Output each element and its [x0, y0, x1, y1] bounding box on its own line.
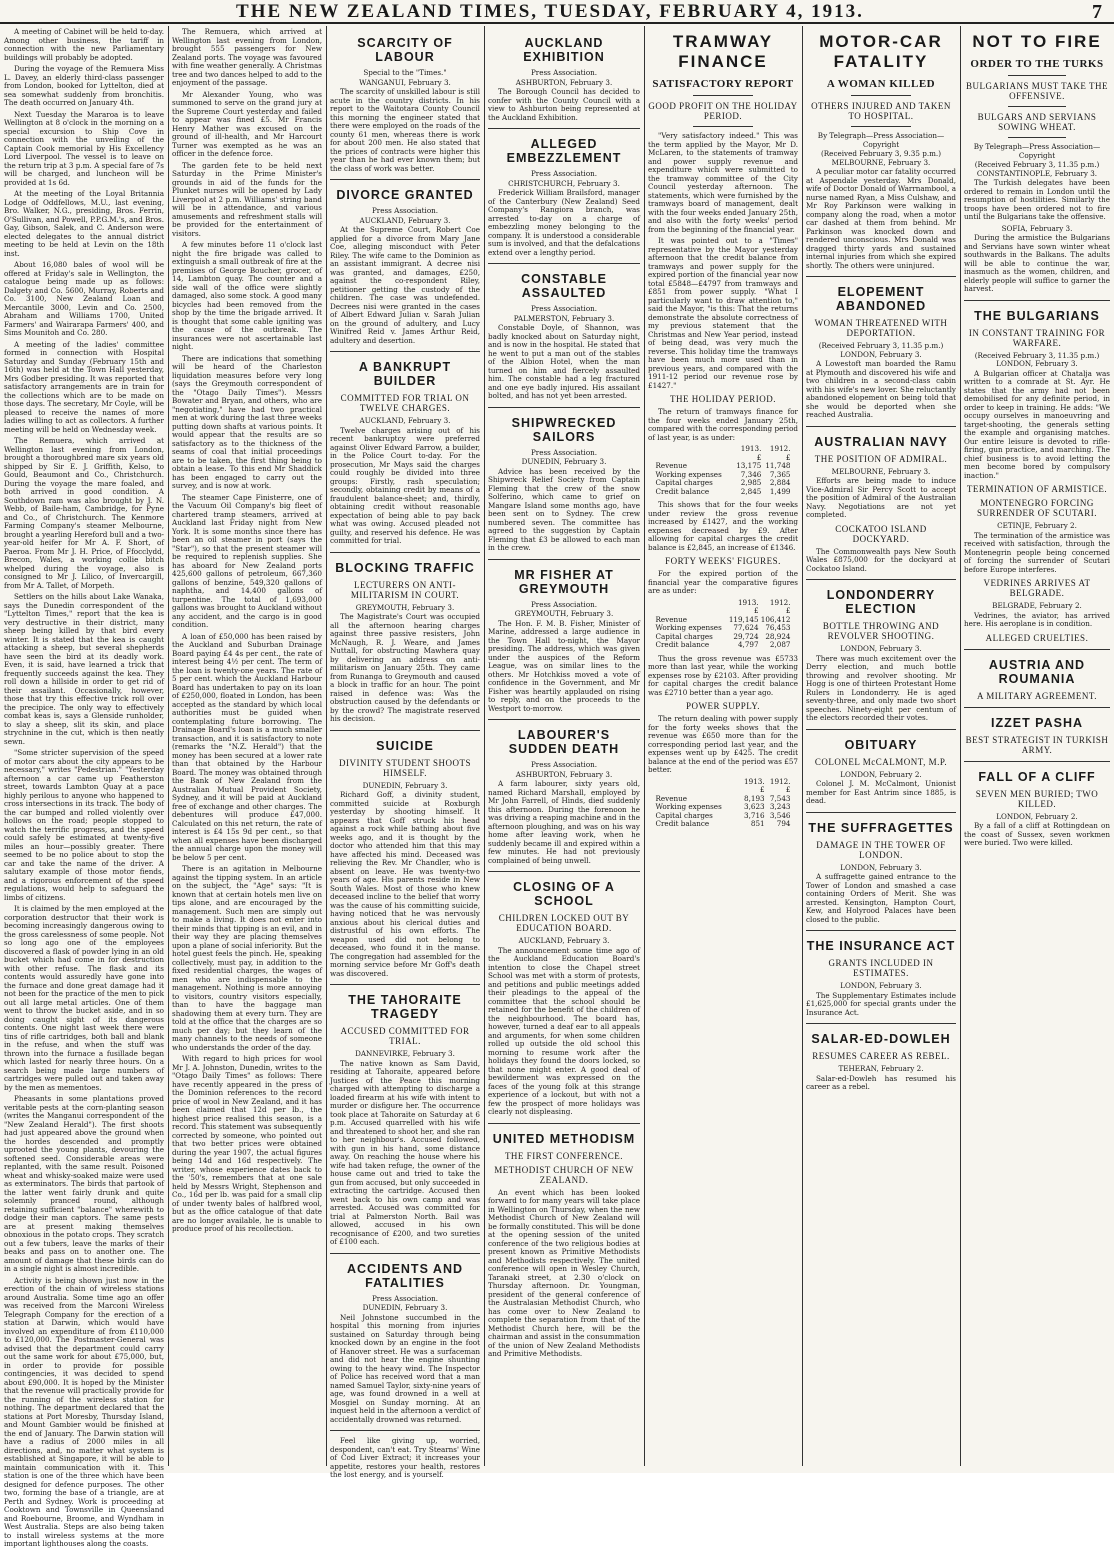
- paragraph: Settlers on the hills about Lake Wanaka, says the Dunedin correspondent of the "Lyttelton Times," report that the kea is very destructive in their district, many sheep being killed by that bird every winter. It is stated that the kea is caught attacking a sheep, but several shepherds have seen the bird at its deadly work. Even, it is said, have learned a trick that frequently succeeds against the kea. They roll down a hillside in order to get rid of their assailant. Occasionally, however, those that try this effective trick roll over the precipice. The only way to effectively combat keas is, says a Glenside runholder, to slay a sheep, slit its skin, and place strychnine in the cut, which is then neatly sewn.: [4, 592, 164, 746]
- divider: [1008, 106, 1066, 107]
- subheading: COLONEL McCALMONT, M.P.: [814, 756, 948, 767]
- table-cell: Capital charges: [655, 631, 713, 641]
- subheading: METHODIST CHURCH OF NEW ZEALAND.: [494, 1164, 634, 1185]
- article-body: Salar-ed-Dowleh has resumed his career as a rebel.: [806, 1073, 956, 1091]
- subheading: OTHERS INJURED AND TAKEN TO HOSPITAL.: [811, 101, 951, 121]
- divider: [488, 871, 640, 872]
- table-cell: 28,924: [765, 631, 791, 641]
- subheading: THE FIRST CONFERENCE.: [504, 1150, 624, 1161]
- table-cell: 2,087: [769, 640, 791, 649]
- headline-scarcity: SCARCITY OF LABOUR: [357, 36, 453, 64]
- table-cell: 106,412: [760, 614, 791, 624]
- paragraph: During the voyage of the Remuera Miss L. Davey, an elderly third-class passenger from London, booked for Lyttelton, died at sea somewhat suddenly from bronchitis. The death occurred on January 4th.: [4, 64, 164, 107]
- table-cell: 7,346: [740, 469, 762, 479]
- article-body: The Turkish delegates have been ordered to remain in London until the resumption of hostilities. Similarly the troops have been ordered not to fire until the Bulgarians take the offensive.: [964, 178, 1110, 221]
- paragraph: With regard to high prices for wool Mr J. A. Johnston, Dunedin, writes to the "Otago Daily Times" as follows: There have recently appeared in the press of the Dominion references to the record price of wool in New Zealand, and it has been claimed that 12d per lb., the highest price realised this season, is a record. This statement was subsequently corrected by someone, who pointed out that two better prices were obtained during the year 1907, the actual figures being 14d and 16d respectively. The writer, whose experience dates back to the '50's, remembers that at one sale held by Messrs Wright, Stephenson and Co., 16d per lb. was paid for a small clip of under twenty bales of halfbred wool, but as the office catalogue of that date are no longer available, he is unable to produce proof of his recollection.: [172, 1054, 322, 1233]
- article-body: The announcement some time ago of the Auckland Education Board's intention to close the Chapel street School was met with a storm of protests, and petitions and public meetings added their pleadings to the appeal of the committee that the school should be retained for the benefit of the children of the neighbourhood. The board has, however, turned a deaf ear to all appeals and arguments, for when some children rolled up outside the old school this morning to resume work after the holidays they found the doors locked, so that none might enter. A good deal of bewilderment was expressed on the faces of the young folk at this strange experience of a lockout, but with not a few the prospect of more holidays was clearly not displeasing.: [488, 945, 640, 1116]
- table-cell: 7,365: [769, 469, 791, 479]
- article-body: Neil Johnstone succumbed in the hospital this morning from injuries sustained on Saturday through being knocked down by an engine in the foot of Hanover street. He was a surfaceman and did not hear the engine shunting owing to the heavy wind. The Inspector of Police has received word that a man named Samuel Taylor, sixty-nine years of age, was found drowned in a well at Mosgiel on Sunday morning. At an inquest held in the afternoon a verdict of accidentally drowned was returned.: [330, 1312, 480, 1424]
- column-rule: [326, 26, 327, 1466]
- headline-exhibition: AUCKLAND EXHIBITION: [523, 36, 605, 64]
- paragraph: There are indications that something will be heard of the Charleston liquidation measures before very long (says the Greymouth correspondent of the "Otago Daily Times"). Messrs Bowater and Bryan, and others, who are "negotiating," have had two practical men at work during the last three weeks putting down shafts at various points. It would appear that the results are so satisfactory as to the thickness of the seams of coal that initial proceedings are to be taken, the first thing being to obtain a lease. To this end Mr Shaddick has been engaged to carry out the survey, and is now at work.: [172, 353, 322, 490]
- paragraph: A meeting of the ladies' committee formed in connection with Hospital Saturday and Sunday (February 15th and 16th) was held at the Town Hall yesterday, Mrs Godber presiding. It was reported that satisfactory arrangements are in train for the collections which are to be made on those days. The secretary, Mr Coyle, will be pleased to receive the names of more ladies willing to act as collectors. A further meeting will be held on Wednesday week.: [4, 339, 164, 434]
- headline-londonderry: LONDONDERRY ELECTION: [826, 588, 936, 616]
- dateline: CHRISTCHURCH, February 3.: [508, 178, 620, 188]
- paragraph: Thus the gross revenue was £5733 more than last year, while the working expenses rose by £2103. After providing for capital charges the credit balance was £2710 better than a year ago.: [648, 653, 798, 697]
- divider: [330, 730, 480, 731]
- divider: [330, 351, 480, 352]
- dateline: LONDON, February 3.: [840, 644, 922, 653]
- dateline: SOFIA, February 3.: [1001, 223, 1073, 233]
- divider: [693, 126, 753, 127]
- section-heading: FORTY WEEKS' FIGURES.: [665, 556, 781, 566]
- table-cell: Working expenses: [655, 469, 722, 479]
- byline: Press Association.: [530, 68, 598, 77]
- masthead-title: THE NEW ZEALAND TIMES, TUESDAY, FEBRUARY 4, 1913.: [236, 1, 864, 22]
- paragraph: The Remuera, which arrived at Wellington last evening from London, brought 555 passengers for New Zealand ports. The voyage was favoured with fine weather generally. A Christmas tree and two dances helped to add to the enjoyment of the passage.: [172, 27, 322, 87]
- dateline: LONDON, February 2.: [996, 811, 1078, 821]
- column-rule: [484, 26, 485, 1466]
- headline-labourer: LABOURER'S SUDDEN DEATH: [508, 728, 620, 756]
- divider: [851, 95, 911, 96]
- table-unit: £: [753, 606, 759, 615]
- paragraph: Activity is being shown just now in the erection of the chain of wireless stations around Australia. Some time ago an offer was received from the Marconi Wireless Telegraph Company for the erection of a station at Darwin, which would have involved an expenditure of from £110,000 to £120,000. The Postmaster-General was advised that the department could carry out the same work for about £75,000, but, in order to provide for possible contingencies, it was decided to spend about £90,000. It is hoped by the Minister that the revenue will practically provide for the running of the wireless station for nothing. The department declared that the stations at Port Moresby, Thursday Island, and Mount Gambier would be finished at the end of January. The Darwin station will have a radius of 2000 miles in all directions, and, no matter what system is established at Singapore, it will be able to maintain communication with it. This station is one of the three which have been designed for defence purposes. The other two, forming the base of a triangle, are at Perth and Sydney. Work is proceeding at Cooktown and Townsville in Queensland and Roebourne, Broome, and Wyndham in West Australia. Steps are also being taken to install wireless systems at the more important lighthouses along the coasts.: [4, 1275, 164, 1548]
- article-body: An event which has been looked forward to for many years will take place in Wellington on Thursday, when the new Methodist Church of New Zealand will be formally constituted. This will be done at the opening session of the united conference of the two religious bodies at present known as Primitive Methodists and Methodists respectively. The united conference will open in Wesley Church, Taranaki street, at 2.30 o'clock on Thursday afternoon. Dr. Youngman, president of the general conference of the Australasian Methodist Church, who has come over to New Zealand to complete the separation from that of the Methodist Church here, will be the chairman and assist in the consummation of the union of New Zealand Methodists and Primitive Methodists.: [488, 1187, 640, 1358]
- dateline: BELGRADE, February 2.: [992, 601, 1082, 610]
- advertisement: Feel like giving up, worried, despondent, can't eat. Try Stearns' Wine of Cod Liver Extract; it increases your appetite, restores your health, restores the lost energy, and is yourself.: [330, 1436, 480, 1479]
- headline-austria: AUSTRIA AND ROUMANIA: [988, 657, 1086, 686]
- table-cell: Revenue: [655, 793, 687, 803]
- headline-navy: AUSTRALIAN NAVY: [814, 434, 948, 449]
- table-cell: 3,623: [744, 802, 765, 811]
- byline: Press Association.: [530, 599, 598, 609]
- table-header-row: [656, 778, 791, 787]
- divider: [964, 761, 1110, 762]
- paragraph: It is claimed by the men employed at the corporation destructor that their work is becoming increasingly dangerous owing to the gross carelessness of some people. Not so long ago one of the employees discovered a flask of powder lying in an old bucket which had come in for destruction with other refuse. The flask and its contents would assuredly have gone into the furnace and done great damage had it not been for the practice of the men to pick out all large metal articles. One of them went to throw the bucket aside, and in so doing caught sight of its dangerous contents. One night last week there were tins of rifle cartridges, both ball and blank in the refuse, and when the stuff was thrown into the furnace a fusillade began which lasted for nearly three hours. On a search being made large numbers of cartridges were pulled out and taken away by the men as mementoes.: [4, 904, 164, 1092]
- paragraph: For the expired portion of the financial year the comparative figures are as under:: [648, 569, 798, 595]
- subheading: ACCUSED COMMITTED FOR TRIAL.: [340, 1026, 470, 1046]
- article-body: Constable Doyle, of Shannon, was badly knocked about on Saturday night, and is now in the hospital. He stated that he went to put a man out of the stables of the Albion Hotel, when the man turned on him and fiercely assaulted him. The constable had a leg fractured and one eye badly injured. His assailant bolted, and has not yet been arrested.: [488, 323, 640, 400]
- headline-obituary: OBITUARY: [844, 737, 918, 752]
- table-unit: £: [785, 606, 791, 615]
- divider: [330, 179, 480, 180]
- column-1: [4, 27, 164, 1548]
- table-row: [656, 641, 791, 650]
- table-cell: 76,453: [765, 623, 791, 632]
- subheading: BOTTLE THROWING AND REVOLVER SHOOTING.: [822, 621, 940, 641]
- column-rule: [168, 26, 169, 1466]
- headline-accidents: ACCIDENTS AND FATALITIES: [346, 1261, 463, 1290]
- column-rule: [644, 26, 645, 1466]
- subheading: DIVINITY STUDENT SHOOTS HIMSELF.: [339, 757, 471, 778]
- table-cell: 4,797: [737, 640, 759, 649]
- article-body: Twelve charges arising out of his recent bankruptcy were preferred against Oliver Edward Farrow, a builder, in the Police Court to-day. For the prosecution, Mr Mays said the charges could roughly be divided into three groups: Firstly, rash speculation; secondly, obtaining credit by means of a fraudulent balance-sheet; and, thirdly, obtaining credit without reasonable expectation of being able to pay back what was owing. Accused pleaded not guilty, and reserved his defence. He was committed for trial.: [330, 425, 480, 545]
- table-cell: 2,884: [769, 478, 791, 487]
- table-cell: 11,748: [765, 461, 791, 470]
- subheading: IN CONSTANT TRAINING FOR WARFARE.: [968, 327, 1106, 348]
- subheading: SEVEN MEN BURIED; TWO KILLED.: [975, 788, 1099, 809]
- column-3: [330, 28, 480, 1479]
- byline: Press Association.: [530, 304, 598, 313]
- table-cell: 29,724: [733, 631, 759, 641]
- table-unit: £: [785, 785, 791, 794]
- article-body: A farm labourer, sixty years old, named Richard Marshall, employed by Mr John Farrell, of Hinds, died suddenly this afternoon. During the forenoon he was driving a reaping machine and in the afternoon ploughing, and was on his way home after leaving work, when he suddenly became ill and expired within a few minutes. He had not previously complained of being unwell.: [488, 779, 640, 865]
- headline-izzet: IZZET PASHA: [990, 715, 1084, 730]
- divider: [806, 812, 956, 813]
- table-cell: Capital charges: [655, 478, 713, 487]
- credit-line: By Telegraph—Press Association—Copyright: [973, 142, 1101, 160]
- divider: [806, 579, 956, 580]
- headline-salar: SALAR-ED-DOWLEH: [811, 1032, 951, 1046]
- power-supply-table: [656, 778, 791, 829]
- paragraph: The return of tramways finance for the four weeks ended January 25th, compared with the corresponding period of last year, is as under:: [648, 407, 798, 442]
- paragraph: "Very satisfactory indeed." This was the term applied by the Mayor, Mr D. McLaren, to the statements of tramway and power supply revenue and expenditure which were submitted to the tramway committee of the City Council yesterday afternoon. The statements, which were furnished by the tramways board of management, dealt with the four weeks ended January 25th, and also with the forty weeks' period from the beginning of the financial year.: [648, 131, 798, 234]
- headline-suicide: SUICIDE: [376, 738, 434, 753]
- divider: [851, 126, 911, 127]
- subheading: BULGARS AND SERVIANS SOWING WHEAT.: [977, 112, 1097, 132]
- table-cell: Working expenses: [655, 623, 722, 632]
- dateline: DANNEVIRKE, February 3.: [355, 1049, 455, 1058]
- article-body: The Supplementary Estimates include £1,625,000 for special grants under the Insurance Act.: [806, 990, 956, 1017]
- table-cell: Revenue: [655, 614, 687, 624]
- table-header: 1913.: [740, 444, 762, 453]
- table-cell: 119,145: [728, 614, 759, 624]
- paragraph: The return dealing with power supply for the forty weeks shows that the revenue was £650 more than for the corresponding period last year, and the expenses went up by £425. The credit balance at the end of the period was £57 better.: [648, 714, 798, 774]
- dateline: (Received February 3, 11.35 p.m.) LONDON, February 3.: [818, 341, 944, 359]
- table-header: 1912.: [769, 776, 791, 786]
- byline: Press Association.: [530, 169, 598, 178]
- article-body: The termination of the armistice was received with satisfaction, through the Montenegrin people being concerned of forcing the surrender of Scutari before Europe interferes.: [964, 530, 1110, 574]
- divider: [330, 1430, 480, 1431]
- headline-tahoraite: THE TAHORAITE TRAGEDY: [348, 993, 462, 1021]
- paragraph: A loan of £50,000 has been raised by the Auckland and Suburban Drainage Board paying £4 4s per cent., the rate of interest being 4½ per cent. The term of the loan is twenty-one years. The rate of 5 per cent. which the Auckland Harbour Board has undertaken to pay on its loan of £250,000, floated in London, has been accepted as the standard by which local authorities must be guided when contemplating future borrowing. The Drainage Board's loan is a much smaller transaction, and it is satisfactory to note (remarks the "N.Z. Herald") that the money has been secured at a lower rate than that obtained by the Harbour Board. The money was obtained through the Bank of New Zealand from the Australian Mutual Provident Society, Sydney, and it will be paid at Auckland free of exchange and other charges. The debentures will produce £47,000. Calculated on this net return, the rate of interest is £4 15s 9d per cent., so that when all expenses have been discharged the annual charge upon the money will be below 5 per cent.: [172, 631, 322, 862]
- byline: Press Association.: [371, 206, 439, 215]
- table-cell: 7,543: [769, 793, 791, 803]
- headline-insurance: THE INSURANCE ACT: [806, 939, 956, 953]
- subheading: GOOD PROFIT ON THE HOLIDAY PERIOD.: [648, 101, 798, 121]
- tramway-forty-weeks-table: [656, 599, 791, 650]
- subheading: BULGARIANS MUST TAKE THE OFFENSIVE.: [965, 81, 1109, 101]
- section-heading: TERMINATION OF ARMISTICE.: [966, 484, 1108, 494]
- divider: [488, 407, 640, 408]
- table-header: [656, 445, 733, 454]
- table-cell: 3,716: [744, 810, 765, 820]
- divider: [488, 719, 640, 720]
- divider: [693, 95, 753, 96]
- headline-school: CLOSING OF A SCHOOL: [513, 880, 615, 908]
- byline: Special to the "Times.": [363, 68, 447, 77]
- article-body: Vedrines, the aviator, has arrived here. His aeroplane is in condition.: [964, 610, 1110, 628]
- dateline: AUCKLAND, February 3.: [359, 416, 451, 425]
- divider: [964, 707, 1110, 708]
- dateline: PALMERSTON, February 3.: [513, 313, 615, 323]
- divider: [806, 1023, 956, 1024]
- subheading: A MILITARY AGREEMENT.: [976, 690, 1098, 701]
- paragraph: The Remuera, which arrived at Wellington last evening from London, brought a thoroughbred mare six years old shipped by Sir E. J. Griffith, Kelso, to Gould, Beaumont and Co., Christchurch. During the voyage the mare foaled, and both arrived in good condition. A Southdown ram was also brought by J. N. Webb, of Baile-ham, Cambridge, for Pyne and Co., of Christchurch. The Kenmore Farming Company's steamer Melbourne, brought a yearling Hereford bull and a two-year-old heifer for Mr A. F. Short, of Paeroa. From Mr J. H. Price, of Ffocclydd, Brecon, Wales, a working collie bitch whelped during the voyage, also is consigned to Mr J. Lilico, of Invercargill, from Mr A. Tallet, of Morpeth.: [4, 436, 164, 590]
- article-body: A Lowestoft man boarded the Ramu at Plymouth and discovered his wife and two children in a second-class cabin with his wife's new lover. She reluctantly abandoned elopement on being told that she would be deported when she reached Australia.: [806, 359, 956, 419]
- subheading: WOMAN THREATENED WITH DEPORTATION.: [814, 318, 948, 338]
- tramway-four-weeks-table: [656, 445, 791, 496]
- divider: [330, 1253, 480, 1254]
- article-body: The Borough Council has decided to confer with the County Council with a view to Ashburton being represented at the Auckland Exhibition.: [488, 87, 640, 122]
- table-cell: Credit balance: [655, 819, 710, 828]
- dateline: GREYMOUTH, February 3.: [514, 609, 614, 618]
- divider: [964, 649, 1110, 650]
- table-header-row: [656, 445, 791, 454]
- subheading: SATISFACTORY REPORT: [652, 78, 794, 90]
- article-body: Efforts are being made to induce Vice-Admiral Sir Percy Scott to accept the position of Admiral of the Australian Navy. Negotiations are not yet completed.: [806, 476, 956, 519]
- table-row: [656, 488, 791, 497]
- dateline: (Received February 3, 9.35 p.m.) MELBOURNE, February 3.: [820, 149, 942, 167]
- dateline: (Received February 3, 11.35 p.m.) CONSTANTINOPLE, February 3.: [974, 160, 1100, 178]
- table-cell: 2,845: [740, 486, 762, 496]
- headline-methodism: UNITED METHODISM: [492, 1131, 636, 1146]
- column-4: [488, 28, 640, 1466]
- dateline: DUNEDIN, February 3.: [362, 1303, 448, 1312]
- column-2: [172, 28, 322, 1466]
- headline-shipwrecked: SHIPWRECKED SAILORS: [511, 415, 617, 444]
- column-6: [806, 28, 956, 1466]
- masthead: [0, 0, 1114, 24]
- dateline: CETINJE, February 2.: [997, 521, 1077, 530]
- subheading: ORDER TO THE TURKS: [970, 58, 1104, 70]
- table-unit: £: [785, 452, 791, 462]
- subheading: THE POSITION OF ADMIRAL.: [814, 453, 948, 464]
- section-heading: VEDRINES ARRIVES AT BELGRADE.: [983, 578, 1091, 598]
- subheading: COMMITTED FOR TRIAL ON TWELVE CHARGES.: [340, 393, 470, 413]
- table-cell: Credit balance: [655, 486, 710, 496]
- table-header: 1912.: [769, 444, 791, 453]
- dateline: ASHBURTON, February 3.: [515, 77, 613, 87]
- article-body: The scarcity of unskilled labour is still acute in the country districts. In his report to the Waitotara County Council this morning the engineer stated that there were employed on the roads of the county 61 men, whereas there is work for about 200 men. He also stated that the prices of contracts were higher this year than he had ever known them; but the class of work was better.: [330, 87, 480, 173]
- paragraph: Pheasants in some plantations proved veritable pests at the corn-planting season (writes the Manganui correspondent of the "New Zealand Herald"). The first shoots had just appeared above the ground when the hordes descended and promptly uprooted the young plants, devouring the softened seed. Considerable areas were replanted, with the same result. Poisoned wheat and whisky-soaked maize were used as exterminators. The birds that partook of the latter went fairly drunk and quite solemnly pranced round, although retaining sufficient "balance" wherewith to dodge their man captors. The same pests are at present making themselves obnoxious in the potato crops. They scratch out a few tubers, leave the marks of their beaks and pass on to another one. The amount of damage that these birds can do in a single night is almost incredible.: [4, 1094, 164, 1273]
- paragraph: The garden fete to be held next Saturday in the Prime Minister's grounds in aid of the funds for the Plunket nurses will be opened by Lady Liverpool at 2 p.m. Williams' string band will be in attendance, and various amusements and refreshment stalls will be provided for the entertainment of visitors.: [172, 160, 322, 238]
- table-header: 1913.: [737, 597, 759, 607]
- article-body: Colonel J. M. McCalmont, Unionist member for East Antrim since 1885, is dead.: [806, 779, 956, 805]
- paragraph: It was pointed out to a "Times" representative by the Mayor yesterday afternoon that the credit balance from tramways and power supply for the expired portion of the financial year now total £5848—£4797 from tramways and £851 from power supply. "What I particularly want to draw attention to," said the Mayor, "is this: That the returns demonstrate the absolute correctness of my previous statement that the Christmas and New Year period, instead of being dead, was very much the reverse. This holiday time the tramways have been much more used than in previous years, and compared with the 1911-12 period our revenue rose by £1427.": [648, 236, 798, 390]
- table-cell: 3,546: [769, 810, 791, 820]
- subheading: DAMAGE IN THE TOWER OF LONDON.: [816, 839, 946, 860]
- section-heading: THE HOLIDAY PERIOD.: [669, 394, 777, 404]
- dateline: LONDON, February 2.: [840, 769, 922, 779]
- dateline: AUCKLAND, February 3.: [518, 936, 610, 945]
- article-body: During the armistice the Bulgarians and Servians have sown winter wheat southwards in the Balkans. The adults will be able to continue the war, inasmuch as the women, children, and elderly people will suffice to garner the harvest.: [964, 233, 1110, 293]
- divider: [806, 426, 956, 427]
- subheading: BEST STRATEGIST IN TURKISH ARMY.: [965, 734, 1109, 755]
- article-body: Frederick William Brailsford, manager of the Canterbury (New Zealand) Seed Company's Rangiora branch, was arrested to-day on a charge of embezzling money belonging to the company. It is understood a considerable sum is involved, and that the defalcations extend over a lengthy period.: [488, 188, 640, 257]
- column-5: [648, 28, 798, 1466]
- table-cell: Working expenses: [655, 802, 722, 811]
- divider: [1008, 75, 1066, 76]
- divider: [488, 263, 640, 264]
- article-body: The Commonwealth pays New South Wales £875,000 for the dockyard at Cockatoo Island.: [806, 546, 956, 573]
- divider: [488, 1123, 640, 1124]
- subheading: A WOMAN KILLED: [826, 78, 936, 90]
- table-cell: Credit balance: [655, 640, 710, 649]
- byline: Press Association.: [371, 1293, 439, 1303]
- byline: Press Association.: [530, 760, 598, 769]
- headline-fisher: MR FISHER AT GREYMOUTH: [514, 567, 614, 596]
- article-body: Advice has been received by the Shipwreck Relief Society from Captain Fleming that the crew of the snow Solferino, which came to grief on Mangare Island some months ago, have been sent on to Sydney. The crew numbered seven. The committee has agreed to the suggestion by Captain Fleming that £3 be allowed to each man in the crew.: [488, 466, 640, 552]
- paragraph: This shows that for the four weeks under review the gross revenue increased by £1427, and the working expenses decreased by £9. After allowing for capital charges the credit balance is £2,845, an increase of £1346.: [648, 500, 798, 552]
- article-body: Richard Goff, a divinity student, committed suicide at Roxburgh yesterday by shooting himself. It appears that Goff struck his head against a rock while bathing about five weeks ago, and it is thought by the doctor who attended him that this may have affected his mind. Deceased was relieving the Rev. Mr Chandler, who is absent on leave. He was twenty-two years of age. His parents reside in New South Wales. Most of those who knew deceased incline to the belief that worry was the cause of his committing suicide, having noticed that he was nervously anxious about his clerical duties and distrustful of his own efforts. The weapon used did not belong to deceased, who found it in the manse. The congregation had assembled for the morning service before Mr Goff's death was discovered.: [330, 790, 480, 978]
- dateline: DUNEDIN, February 3.: [521, 457, 607, 466]
- dateline: DUNEDIN, February 3.: [362, 780, 448, 790]
- headline-blocking: BLOCKING TRAFFIC: [335, 560, 475, 575]
- article-body: There was much excitement over the Derry election, and much bottle throwing and revolver shooting. Mr Hogg is one of thirteen Protestant Home Rulers in Londonderry. He is aged seventy-three, and only made two short speeches. Ninety-eight per centum of the electors recorded their votes.: [806, 653, 956, 722]
- dateline: (Received February 3, 11.35 p.m.) LONDON, February 3.: [974, 350, 1100, 368]
- table-cell: 77,624: [733, 623, 759, 632]
- headline-embezzlement: ALLEGED EMBEZZLEMENT: [506, 137, 622, 165]
- column-rule: [802, 26, 803, 1466]
- table-cell: 8,193: [744, 793, 765, 803]
- headline-cliff: FALL OF A CLIFF: [978, 769, 1096, 784]
- table-header: [656, 599, 727, 608]
- paragraph: There is an agitation in Melbourne against the tipping system. In an article on the subject, the "Age" says: "It is known that at certain hotels men live on tips alone, and are encouraged by the management. Such men are simply out to make a living. It does not enter into their minds that tipping is an evil, and in their way they are placing themselves upon a plane of social inferiority. But the hotel guest feels the pinch. He, speaking collectively, must pay, in addition to the fixed residential charges, the wages of men who are indispensable to the management. Nothing is more annoying to visitors, country visitors especially, than to have the baggage man shadowing them at every turn. They are told at the office that the charges are so much per day; but they learn of the many channels to the needs of someone who understands the order of the day.: [172, 864, 322, 1052]
- section-heading: POWER SUPPLY.: [686, 701, 760, 711]
- dateline: LONDON, February 3.: [840, 862, 922, 872]
- article-body: The Magistrate's Court was occupied all the afternoon hearing charges against three passive resisters, John McNaugh, R. J. Weare, and James Nuttall, for obstructing Mawhera quay by delivering an address on anti-militarism on January 25th. They came from Runanga to Greymouth and caused a block in traffic for an hour. The point raised in defence was: Was the obstruction caused by the defendants or by the crowd? The magistrate reserved his decision.: [330, 612, 480, 723]
- dateline: AUCKLAND, February 3.: [359, 215, 451, 225]
- headline-divorce: DIVORCE GRANTED: [336, 188, 474, 202]
- divider: [964, 300, 1110, 301]
- paragraph: A meeting of Cabinet will be held to-day. Among other business, the tariff in connection with the new Parliamentary buildings will probably be adopted.: [4, 27, 164, 62]
- headline-bulgarians: THE BULGARIANS: [974, 308, 1100, 323]
- section-heading: ALLEGED CRUELTIES.: [985, 632, 1089, 643]
- subheading: LECTURERS ON ANTI-MILITARISM IN COURT.: [350, 579, 460, 600]
- table-header: 1912.: [769, 597, 791, 607]
- table-cell: 13,175: [736, 461, 762, 470]
- column-rule: [960, 26, 961, 1466]
- article-body: A suffragette gained entrance to the Tower of London and smashed a case containing Orders of Merit. She was arrested. Kensington, Hampton Court, Kew, and Holyrood Palaces have been closed to the public.: [806, 872, 956, 924]
- article-body: The native known as Sam David, residing at Tahoraite, appeared before Justices of the Peace this morning charged with attempting to discharge a loaded firearm at his wife with intent to murder or disfigure her. The occurrence took place at Tahoraite on Saturday at 6 p.m. Accused quarrelled with his wife and threatened to shoot her, and she ran to her neighbour's. Accused followed, with gun in his hand, some distance away. On reaching the house where his wife had taken refuge, the owner of the house came out and tried to take the gun from accused, but only succeeded in extracting the cartridge. Accused then went back to his own camp and was arrested. Accused was committed for trial at Palmerston North. Bail was allowed, accused in his own recognisance of £200, and two sureties of £100 each.: [330, 1058, 480, 1246]
- paragraph: "Some stricter supervision of the speed of motor cars about the city appears to be necessary," writes "Pedestrian." "Yesterday afternoon a car came up Featherston street, towards Lambton Quay at a pace highly perilous to anyone who happened to cross intersections in its track. The body of the car bumped and rolled violently over hollows on the road; people stopped to watch the terrific progress, and the speed could safely be estimated at twenty-five miles an hour—possibly greater. There seemed to be no police about to stop the car and take the name of the driver. A salutary example of those motor fiends, and a rigorous enforcement of the speed regulations, would help to safeguard the limbs of citizens.: [4, 748, 164, 902]
- divider: [806, 276, 956, 277]
- dateline: LONDON, February 3.: [840, 981, 922, 990]
- article-body: The Hon. F. M. B. Fisher, Minister of Marine, addressed a large audience in the Town Hall to-night, the Mayor presiding. The address, which was given under the auspices of the Reform League, was on similar lines to the others. Mr Hotchkiss moved a vote of confidence in the Government, and Mr Fisher was heartily applauded on rising to reply, and on the proceeds to the Westport to-morrow.: [488, 618, 640, 713]
- article-body: By a fall of a cliff at Rottingdean on the coast of Sussex, seven workmen were buried. Two were killed.: [964, 821, 1110, 847]
- table-header: [656, 778, 739, 787]
- subheading: RESUMES CAREER AS REBEL.: [812, 1051, 950, 1061]
- paragraph: Next Tuesday the Mararoa is to leave Wellington at 8 o'clock in the morning on a special excursion to Ship Cove in connection with the unveiling of the Captain Cook memorial by His Excellency Lord Liverpool. The vessel is to leave on the return trip at 3 p.m. A special fare of 7s will be charged, and luncheon will be provided at 1s 6d.: [4, 109, 164, 187]
- table-cell: Revenue: [655, 461, 687, 470]
- table-cell: 3,243: [769, 802, 791, 811]
- headline-constable: CONSTABLE ASSAULTED: [521, 272, 607, 300]
- paragraph: At the meeting of the Loyal Britannia Lodge of Oddfellows, M.U., last evening, Bro. Walker, N.G., presiding, Bros. Ferrin, O'Sullivan, and Powell, P.P.G.M.'s, and Bros. Gay, Gibson, Salek, and C. Anderson were elected delegates to the annual district meeting to be held at Levin on the 18th inst.: [4, 189, 164, 258]
- dateline: GREYMOUTH, February 3.: [355, 602, 455, 612]
- divider: [488, 128, 640, 129]
- section-heading: COCKATOO ISLAND DOCKYARD.: [835, 523, 927, 544]
- table-header-row: [656, 599, 791, 608]
- divider: [330, 552, 480, 553]
- table-header: 1913.: [744, 776, 765, 786]
- table-cell: Capital charges: [655, 810, 713, 820]
- headline-bankrupt: A BANKRUPT BUILDER: [358, 360, 452, 388]
- page-number: 7: [1092, 1, 1102, 23]
- divider: [806, 729, 956, 730]
- article-body: A Bulgarian officer at Chatalja was written to a comrade at St. Ayr. He states that the army had not been demobilised for any definite period, in order to keep in training. He adds: "We occupy ourselves in manoeuvring and target-shooting, the generals setting the example and organising matches. Our entire leisure is devoted to rifle-firing, gun practice, and marching. The chief business is to avoid letting the men become bored by compulsory inaction.": [964, 368, 1110, 480]
- table-cell: 1,499: [769, 486, 791, 496]
- column-7: [964, 28, 1110, 1466]
- paragraph: A few minutes before 11 o'clock last night the fire brigade was called to extinguish a small outbreak of fire at the premises of George Boucher, grocer, of 14, Lambton quay. The counter and a side wall of the office were slightly damaged, also some stock. A good many bicycles had been removed from the shop by the time the brigade arrived. It is thought that some cable igniting was the cause of the outbreak. The insurances were not ascertainable last night.: [172, 240, 322, 351]
- article-body: A peculiar motor car fatality occurred at Aspendale yesterday. Mrs Donald, wife of Doctor Donald of Warrnambool, a nurse named Ryan, a Miss Culshaw, and Mr Roy Parkinson were walking in company along the road, when a motor car dashed at them from behind. Mr Parkinson was knocked down and rendered unconscious. Mrs Donald was dragged thirty yards and sustained internal injuries from which she expired shortly. The others were uninjured.: [806, 167, 956, 270]
- headline-elopement: ELOPEMENT ABANDONED: [835, 285, 927, 313]
- table-cell: 794: [776, 819, 791, 828]
- table-row: [656, 820, 791, 829]
- dateline: MELBOURNE, February 3.: [831, 466, 931, 476]
- divider: [330, 984, 480, 985]
- credit-line: By Telegraph—Press Association—Copyright: [817, 131, 945, 149]
- divider: [1008, 137, 1066, 138]
- table-cell: 2,985: [740, 478, 762, 487]
- paragraph: Mr Alexander Young, who was summoned to serve on the grand jury at the Supreme Court yesterday and failed to appear was fined £5. Mr Francis Henry Mather was excused on the ground of ill-health, and Mr Harcourt Turner was exempted as he was an officer in the defence force.: [172, 89, 322, 158]
- dateline: ASHBURTON, February 3.: [515, 769, 613, 779]
- headline-not-to-fire: NOT TO FIRE: [972, 32, 1102, 51]
- divider: [488, 559, 640, 560]
- article-body: At the Supreme Court, Robert Coe applied for a divorce from Mary Jane Coe, alleging misconduct with Peter Riley. The wife came to the Dominion as an assistant immigrant. A decree nisi was granted, and damages, £250, against the co-respondent Riley, petitioner getting the custody of the children. The case was undefended. Decrees nisi were granted in the cases of Albert Edward Julian v. Sarah Julian on the ground of adultery, and Lucy Winifred Reid v. James Arthur Reid, adultery and desertion.: [330, 225, 480, 345]
- dateline: WANGANUI, February 3.: [359, 77, 451, 87]
- table-cell: 851: [750, 819, 765, 828]
- dateline: TEHERAN, February 2.: [838, 1064, 924, 1073]
- paragraph: The steamer Cape Finisterre, one of the Vacuum Oil Company's big fleet of chartered tramp steamers, arrived at Auckland last Friday night from New York. It is some months since there has been an oil steamer in port (says the "Star"), so that the present steamer will be required to replenish supplies. She has aboard for New Zealand ports 425,600 gallons of petroleum, 667,360 gallons of benzine, 549,320 gallons of naphtha, and 14,400 gallons of turpentine. The total of 1,693,000 gallons was brought to Auckland without any accident, and the cargo is in good condition.: [172, 492, 322, 629]
- divider: [806, 930, 956, 931]
- headline-motor-car: MOTOR-CAR FATALITY: [819, 32, 943, 71]
- byline: Press Association.: [530, 447, 598, 457]
- headline-suffragettes: THE SUFFRAGETTES: [808, 820, 954, 835]
- subheading: CHILDREN LOCKED OUT BY EDUCATION BOARD.: [498, 913, 630, 933]
- table-unit: £: [760, 785, 765, 794]
- headline-tramway: TRAMWAY FINANCE: [672, 32, 774, 71]
- paragraph: About 16,080 bales of wool will be offered at Friday's sale in Wellington, the catalogue being made up as follows: Dalgety and Co. 5600, Murray, Roberts and Co. 3100, New Zealand Loan and Mercantile 3000, Levin and Co. 2500, Abraham and Williams 1700, United Farmers' and Wairarapa Farmers' 400, and Sims Mounitoh and Co. 280.: [4, 260, 164, 337]
- subheading: MONTENEGRO FORCING SURRENDER OF SCUTARI.: [976, 498, 1098, 518]
- table-unit: £: [756, 452, 762, 462]
- subheading: GRANTS INCLUDED IN ESTIMATES.: [828, 958, 934, 978]
